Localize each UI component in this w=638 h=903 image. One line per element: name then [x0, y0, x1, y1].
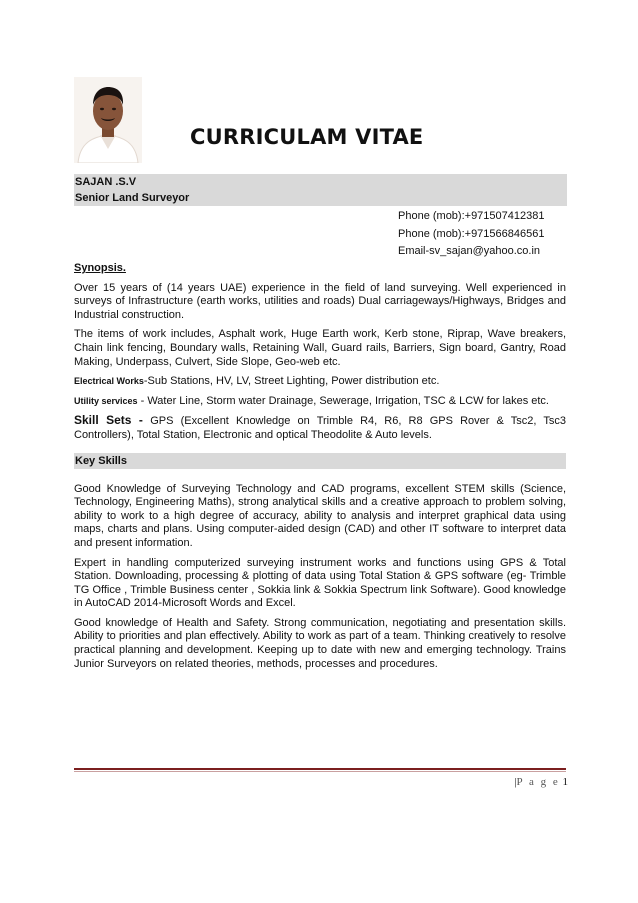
electrical-works-text: -Sub Stations, HV, LV, Street Lighting, Power distribution etc.	[143, 375, 440, 388]
utility-services-line	[74, 395, 566, 409]
position-bar: Senior Land Surveyor	[74, 190, 567, 206]
email-address: Email-sv_sajan@yahoo.co.in	[398, 245, 541, 257]
synopsis-heading: Synopsis.	[74, 262, 126, 274]
electrical-works-label: Electrical Works	[74, 376, 144, 387]
contact-block	[398, 208, 544, 261]
key-skills-paragraph-1: Good Knowledge of Surveying Technology and CAD programs, excellent STEM skills (Science, Technology, Engineering Maths), strong analytical skills and a creative approach to problem solving, ability to work to a high degree of accuracy, ability to analysis and interpret graphical data using maps, charts and plans. Using computer-aided design (CAD) and other IT software to interpret data and present information.	[74, 482, 566, 549]
utility-services-label: Utility services	[74, 395, 138, 406]
name-bar: SAJAN .S.V	[74, 174, 567, 190]
page-number-value: 1	[562, 776, 568, 788]
phone-primary: Phone (mob):+971507412381	[398, 210, 545, 222]
utility-services-text: - Water Line, Storm water Drainage, Sewerage, Irrigation, TSC & LCW for lakes etc.	[137, 394, 549, 407]
skill-sets-label: Skill Sets -	[74, 413, 151, 428]
skill-sets-line	[74, 414, 566, 442]
key-skills-paragraph-2: Expert in handling computerized surveying instrument works and functions using GPS & Total Station. Downloading, processing & plotting of data using Total Station & GPS software (eg- Trimble TG Office , Trimble Business center , Sokkia link & Sokkia Spectrum link Software). Good knowledge in AutoCAD 2014-Microsoft Words and Excel.	[74, 556, 566, 610]
profile-photo-image	[74, 77, 142, 163]
profile-photo	[74, 77, 142, 163]
footer-divider	[74, 768, 566, 770]
skill-sets-text: GPS (Excellent Knowledge on Trimble R4, R6, R8 GPS Rover & Tsc2, Tsc3 Controllers), Total Station, Electronic and optical Theodolite & Auto levels.	[74, 415, 566, 441]
synopsis-paragraph: Over 15 years of (14 years UAE) experience in the field of land surveying. Well experienced in surveys of Infrastructure (earth works, utilities and roads) Dual carriageways/Highways, Bridges and Industrial construction.	[74, 281, 566, 321]
phone-secondary: Phone (mob):+971566846561	[398, 227, 545, 240]
key-skills-heading: Key Skills	[74, 453, 566, 469]
page-label: P a g e	[516, 776, 560, 788]
resume-body	[74, 262, 566, 677]
page-title: CURRICULAM VITAE	[190, 125, 424, 149]
footer-divider-shadow	[74, 771, 566, 772]
page-number: |P a g e 1	[514, 776, 568, 788]
key-skills-paragraph-3: Good knowledge of Health and Safety. Strong communication, negotiating and presentation skills. Ability to priorities and plan effectively. Ability to work as part of a team. Thinking creatively to resolve practical planning and development. Keeping up to date with new and emerging technology. Trains Junior Surveyors on related theories, methods, processes and procedures.	[74, 616, 566, 670]
electrical-works-line	[74, 375, 566, 389]
work-items-paragraph: The items of work includes, Asphalt work, Huge Earth work, Kerb stone, Riprap, Wave breakers, Chain link fencing, Boundary walls, Retaining Wall, Guard rails, Barriers, Sign board, Gantry, Road Making, Underpass, Culvert, Side Slope, Geo-web etc.	[74, 328, 566, 368]
